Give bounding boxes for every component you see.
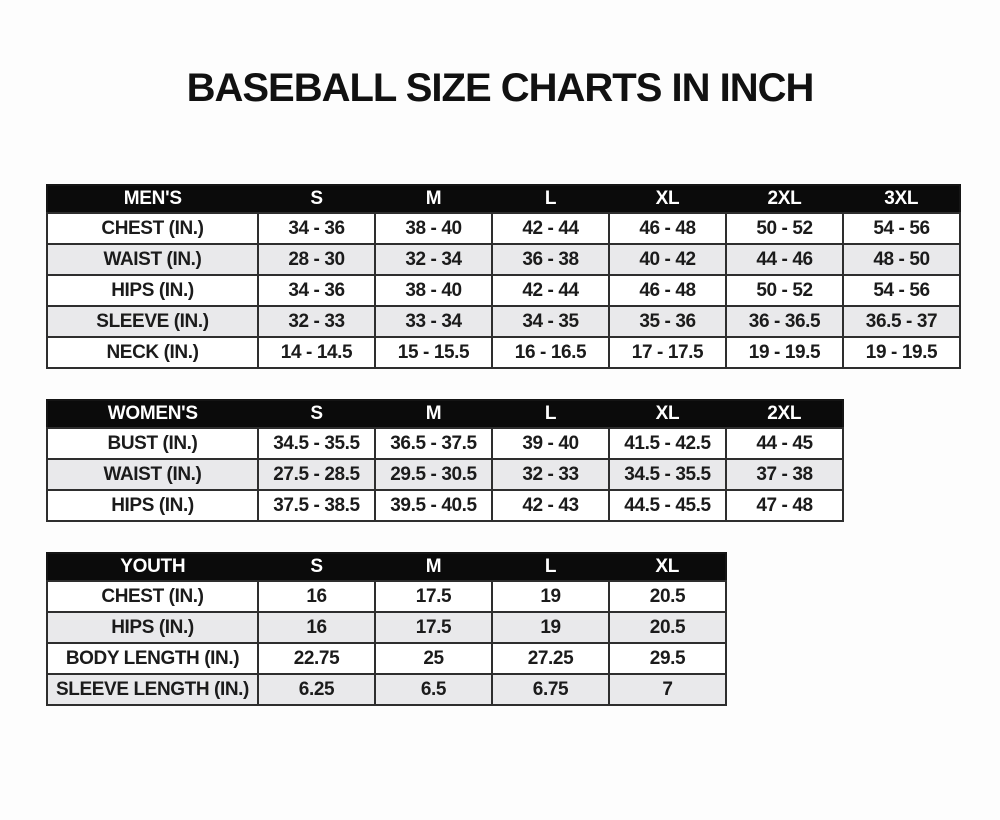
measurement-label: CHEST (IN.) <box>47 213 258 244</box>
measurement-label: SLEEVE (IN.) <box>47 306 258 337</box>
size-column-header: M <box>375 553 492 581</box>
table-row <box>47 581 726 612</box>
size-value: 6.75 <box>492 674 609 705</box>
size-value: 38 - 40 <box>375 213 492 244</box>
size-value: 54 - 56 <box>843 275 960 306</box>
size-value: 29.5 <box>609 643 726 674</box>
table-row <box>47 459 843 490</box>
size-value: 6.5 <box>375 674 492 705</box>
table-title-cell: WOMEN'S <box>47 400 258 428</box>
size-value: 16 <box>258 581 375 612</box>
size-column-header: M <box>375 185 492 213</box>
size-value: 46 - 48 <box>609 275 726 306</box>
size-value: 19 <box>492 581 609 612</box>
size-value: 50 - 52 <box>726 213 843 244</box>
size-value: 36.5 - 37 <box>843 306 960 337</box>
size-value: 47 - 48 <box>726 490 843 521</box>
youth-size-table <box>46 552 727 706</box>
table-row <box>47 337 960 368</box>
womens-size-table <box>46 399 844 522</box>
size-value: 17.5 <box>375 612 492 643</box>
header-row <box>47 185 960 213</box>
size-value: 17 - 17.5 <box>609 337 726 368</box>
size-column-header: S <box>258 400 375 428</box>
size-value: 36 - 36.5 <box>726 306 843 337</box>
size-column-header: 2XL <box>726 185 843 213</box>
measurement-label: NECK (IN.) <box>47 337 258 368</box>
measurement-label: WAIST (IN.) <box>47 459 258 490</box>
size-column-header: 3XL <box>843 185 960 213</box>
size-value: 39.5 - 40.5 <box>375 490 492 521</box>
size-value: 41.5 - 42.5 <box>609 428 726 459</box>
table-row <box>47 612 726 643</box>
tables-container <box>46 184 1000 706</box>
size-value: 22.75 <box>258 643 375 674</box>
measurement-label: HIPS (IN.) <box>47 490 258 521</box>
size-value: 33 - 34 <box>375 306 492 337</box>
size-value: 44 - 46 <box>726 244 843 275</box>
size-value: 39 - 40 <box>492 428 609 459</box>
size-value: 37 - 38 <box>726 459 843 490</box>
size-value: 16 <box>258 612 375 643</box>
size-value: 48 - 50 <box>843 244 960 275</box>
size-value: 28 - 30 <box>258 244 375 275</box>
size-value: 14 - 14.5 <box>258 337 375 368</box>
size-value: 35 - 36 <box>609 306 726 337</box>
table-row <box>47 643 726 674</box>
size-value: 44.5 - 45.5 <box>609 490 726 521</box>
page-title: BASEBALL SIZE CHARTS IN INCH <box>186 66 814 110</box>
size-value: 25 <box>375 643 492 674</box>
size-column-header: S <box>258 553 375 581</box>
size-value: 37.5 - 38.5 <box>258 490 375 521</box>
size-value: 42 - 44 <box>492 275 609 306</box>
table-row <box>47 490 843 521</box>
size-value: 40 - 42 <box>609 244 726 275</box>
measurement-label: WAIST (IN.) <box>47 244 258 275</box>
size-value: 34.5 - 35.5 <box>258 428 375 459</box>
table-title-cell: YOUTH <box>47 553 258 581</box>
size-column-header: S <box>258 185 375 213</box>
size-value: 27.5 - 28.5 <box>258 459 375 490</box>
size-column-header: M <box>375 400 492 428</box>
size-column-header: L <box>492 400 609 428</box>
size-value: 34 - 36 <box>258 275 375 306</box>
size-value: 44 - 45 <box>726 428 843 459</box>
size-column-header: L <box>492 185 609 213</box>
table-row <box>47 244 960 275</box>
measurement-label: CHEST (IN.) <box>47 581 258 612</box>
size-value: 36.5 - 37.5 <box>375 428 492 459</box>
size-column-header: XL <box>609 553 726 581</box>
size-value: 32 - 33 <box>492 459 609 490</box>
measurement-label: HIPS (IN.) <box>47 275 258 306</box>
size-value: 46 - 48 <box>609 213 726 244</box>
size-value: 42 - 43 <box>492 490 609 521</box>
size-value: 34 - 35 <box>492 306 609 337</box>
size-value: 32 - 34 <box>375 244 492 275</box>
table-row <box>47 306 960 337</box>
mens-size-table <box>46 184 961 369</box>
size-value: 19 <box>492 612 609 643</box>
size-value: 54 - 56 <box>843 213 960 244</box>
size-chart-page <box>0 68 1000 706</box>
size-value: 19 - 19.5 <box>726 337 843 368</box>
table-title-cell: MEN'S <box>47 185 258 213</box>
size-value: 34.5 - 35.5 <box>609 459 726 490</box>
size-value: 20.5 <box>609 612 726 643</box>
table-row <box>47 428 843 459</box>
size-value: 32 - 33 <box>258 306 375 337</box>
header-row <box>47 553 726 581</box>
measurement-label: BODY LENGTH (IN.) <box>47 643 258 674</box>
size-value: 27.25 <box>492 643 609 674</box>
header-row <box>47 400 843 428</box>
measurement-label: SLEEVE LENGTH (IN.) <box>47 674 258 705</box>
size-column-header: XL <box>609 185 726 213</box>
size-value: 20.5 <box>609 581 726 612</box>
measurement-label: HIPS (IN.) <box>47 612 258 643</box>
size-column-header: 2XL <box>726 400 843 428</box>
size-value: 15 - 15.5 <box>375 337 492 368</box>
size-value: 29.5 - 30.5 <box>375 459 492 490</box>
measurement-label: BUST (IN.) <box>47 428 258 459</box>
table-row <box>47 674 726 705</box>
size-value: 19 - 19.5 <box>843 337 960 368</box>
size-value: 36 - 38 <box>492 244 609 275</box>
size-value: 34 - 36 <box>258 213 375 244</box>
size-value: 50 - 52 <box>726 275 843 306</box>
size-value: 38 - 40 <box>375 275 492 306</box>
table-row <box>47 213 960 244</box>
size-value: 6.25 <box>258 674 375 705</box>
size-value: 7 <box>609 674 726 705</box>
size-column-header: XL <box>609 400 726 428</box>
size-value: 16 - 16.5 <box>492 337 609 368</box>
table-row <box>47 275 960 306</box>
size-value: 17.5 <box>375 581 492 612</box>
size-column-header: L <box>492 553 609 581</box>
size-value: 42 - 44 <box>492 213 609 244</box>
